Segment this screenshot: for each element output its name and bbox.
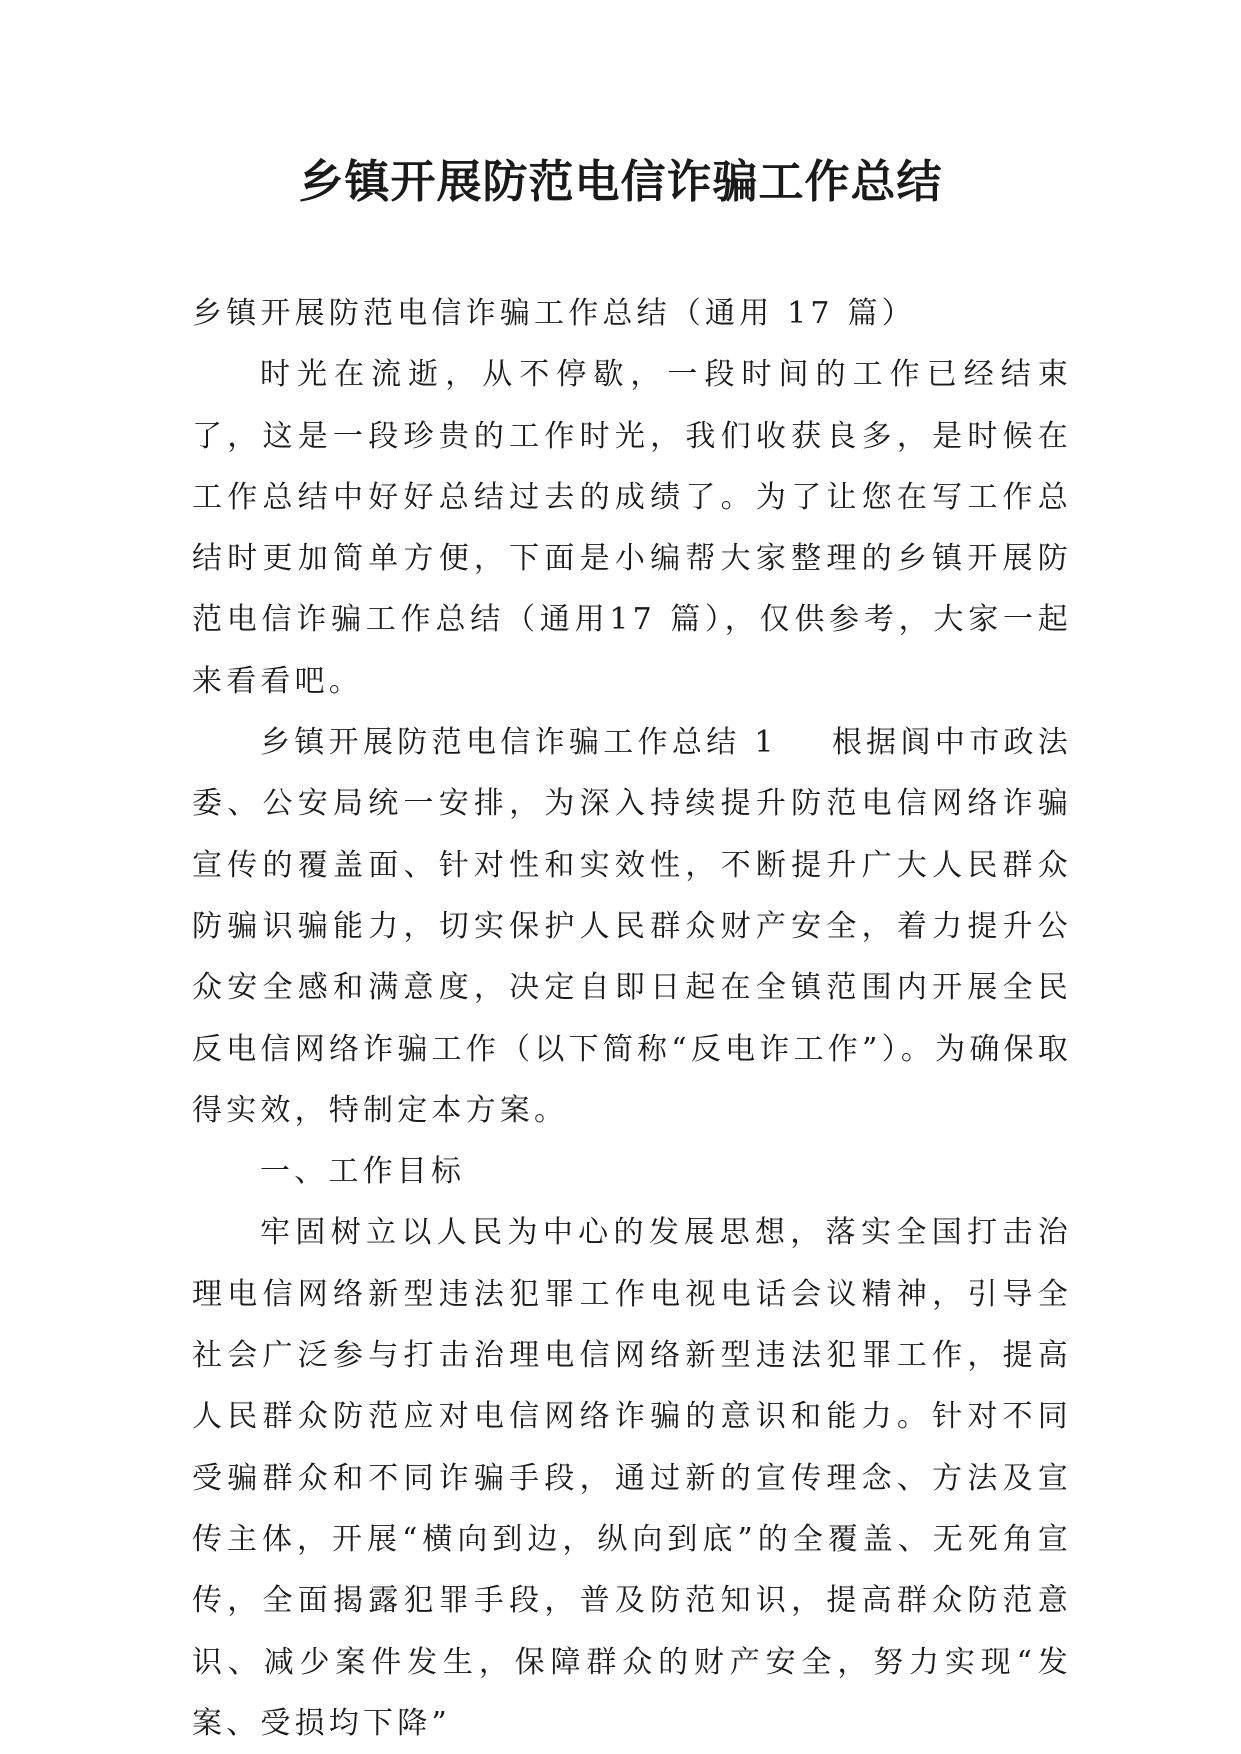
section-paragraph [192, 712, 1072, 1141]
intro-paragraph: 时光在流逝，从不停歇，一段时间的工作已经结束了，这是一段珍贵的工作时光，我们收获良多，是时候在工作总结中好好总结过去的成绩了。为了让您在写工作总结时更加简单方便，下面是小编帮大家整理的乡镇开展防范电信诈骗工作总结（通用17 篇），仅供参考，大家一起来看看吧。 [192, 357, 1072, 699]
heading-work-goals: 一、工作目标 [260, 1154, 466, 1190]
goal-paragraph: 牢固树立以人民为中心的发展思想，落实全国打击治理电信网络新型违法犯罪工作电视电话会议精神，引导全社会广泛参与打击治理电信网络新型违法犯罪工作，提高人民群众防范应对电信网络诈骗的意识和能力。针对不同受骗群众和不同诈骗手段，通过新的宣传理念、方法及宣传主体，开展“横向到边，纵向到底”的全覆盖、无死角宣传，全面揭露犯罪手段，普及防范知识，提高群众防范意识、减少案件发生，保障群众的财产安全，努力实现“发案、受损均下降” [192, 1215, 1072, 1741]
section-body: 根据阆中市政法委、公安局统一安排，为深入持续提升防范电信网络诈骗宣传的覆盖面、针对性和实效性，不断提升广大人民群众防骗识骗能力，切实保护人民群众财产安全，着力提升公众安全感和满意度，决定自即日起在全镇范围内开展全民反电信网络诈骗工作（以下简称“反电诈工作”）。为确保取得实效，特制定本方案。 [192, 725, 1072, 1128]
document-title: 乡镇开展防范电信诈骗工作总结 [298, 155, 943, 208]
section-heading: 乡镇开展防范电信诈骗工作总结 1 [260, 725, 778, 761]
document-subtitle: 乡镇开展防范电信诈骗工作总结（通用 17 篇） [192, 296, 916, 331]
document-body [192, 283, 1072, 1754]
